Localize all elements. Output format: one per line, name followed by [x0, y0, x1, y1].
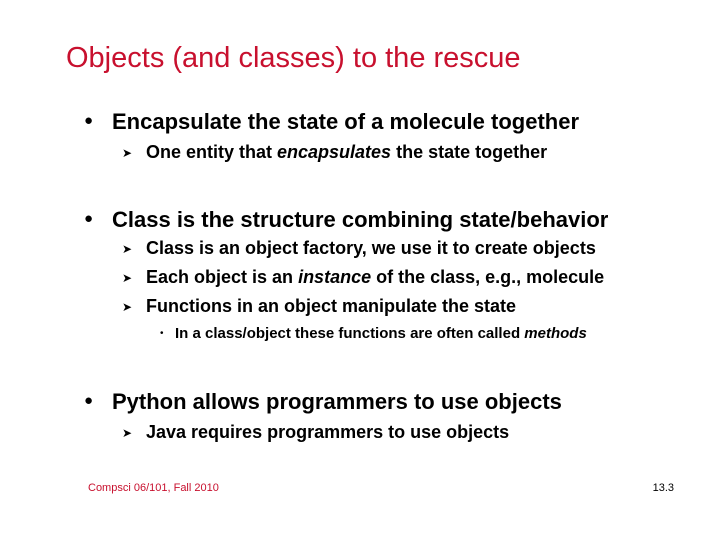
- point-2-sub-3: Functions in an object manipulate the state: [146, 296, 517, 316]
- slide-title: Objects (and classes) to the rescue: [66, 42, 521, 74]
- arrow-bullet-icon: ➤: [122, 426, 133, 440]
- small-dot-bullet-icon: •: [160, 328, 164, 339]
- arrow-bullet-icon: ➤: [122, 271, 133, 285]
- arrow-bullet-icon: ➤: [122, 242, 133, 256]
- footer-page-number: 13.3: [652, 482, 674, 494]
- bullet-circle-icon: ●: [84, 392, 94, 409]
- point-1-text: Encapsulate the state of a molecule together: [112, 109, 580, 134]
- point-2-sub-2: Each object is an instance of the class, e.g., molecule: [146, 267, 605, 287]
- point-2-subsub-1: In a class/object these functions are often called methods: [175, 325, 587, 342]
- arrow-bullet-icon: ➤: [122, 146, 133, 160]
- point-2-sub-1: Class is an object factory, we use it to create objects: [146, 238, 596, 258]
- bullet-circle-icon: ●: [84, 112, 94, 129]
- point-1-sub-1: One entity that encapsulates the state together: [146, 142, 548, 162]
- point-3-sub-1: Java requires programmers to use objects: [146, 422, 510, 442]
- point-2-text: Class is the structure combining state/behavior: [112, 207, 609, 232]
- footer-course: Compsci 06/101, Fall 2010: [88, 482, 219, 494]
- bullet-circle-icon: ●: [84, 210, 94, 227]
- point-3-text: Python allows programmers to use objects: [112, 389, 562, 414]
- arrow-bullet-icon: ➤: [122, 300, 133, 314]
